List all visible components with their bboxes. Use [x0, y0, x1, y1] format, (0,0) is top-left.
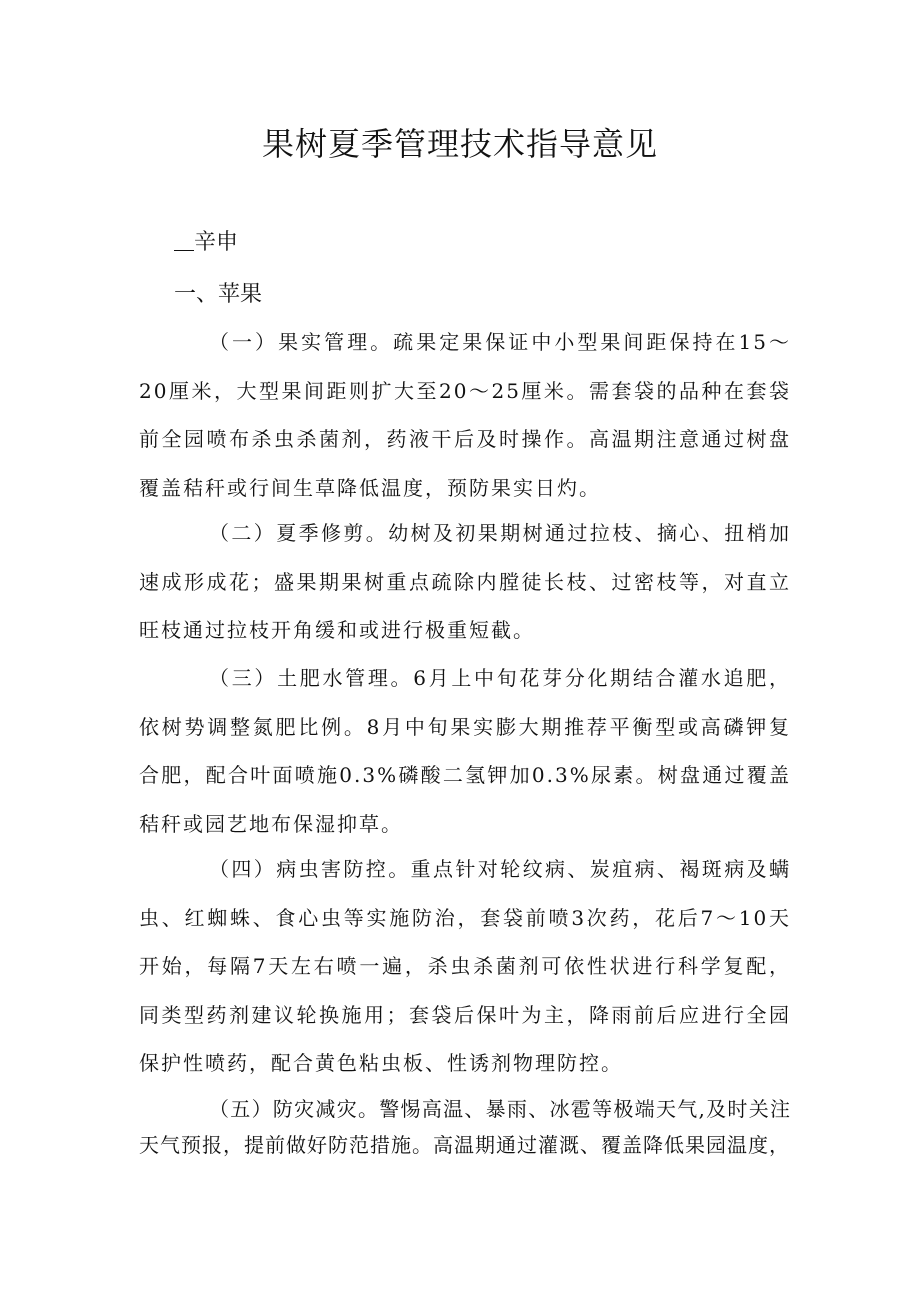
paragraph-fruit-management: （一）果实管理。疏果定果保证中小型果间距保持在15～20厘米，大型果间距则扩大至20～25厘米。需套袋的品种在套袋前全园喷布杀虫杀菌剂，药液干后及时操作。高温期注意通过树盘覆盖秸秆或行间生草降低温度，预防果实日灼。	[139, 330, 791, 500]
paragraph-summer-pruning: （二）夏季修剪。幼树及初果期树通过拉枝、摘心、扭梢加速成形成花；盛果期果树重点疏除内膛徒长枝、过密枝等，对直立旺枝通过拉枝开角缓和或进行极重短截。	[139, 521, 791, 642]
author-name: 辛申	[194, 230, 239, 255]
section-heading: 一、苹果	[174, 282, 263, 307]
paragraph-pest-control: （四）病虫害防控。重点针对轮纹病、炭疽病、褐斑病及螨虫、红蜘蛛、食心虫等实施防治，套袋前喷3次药，花后7～10天开始，每隔7天左右喷一遍，杀虫杀菌剂可依性状进行科学复配，同类型药剂建议轮换施用；套袋后保叶为主，降雨前后应进行全园保护性喷药，配合黄色粘虫板、性诱剂物理防控。	[139, 857, 791, 1075]
author-line	[174, 226, 238, 260]
document-title: 果树夏季管理技术指导意见	[261, 125, 658, 163]
author-blank-underline	[174, 228, 194, 251]
paragraph-soil-fertilizer-water: （三）土肥水管理。6月上中旬花芽分化期结合灌水追肥，依树势调整氮肥比例。8月中旬果实膨大期推荐平衡型或高磷钾复合肥，配合叶面喷施0.3%磷酸二氢钾加0.3%尿素。树盘通过覆盖秸秆或园艺地布保湿抑草。	[139, 666, 791, 836]
paragraph-disaster-prevention: （五）防灾减灾。警惕高温、暴雨、冰雹等极端天气,及时关注天气预报，提前做好防范措施。高温期通过灌溉、覆盖降低果园温度，	[139, 1097, 791, 1157]
